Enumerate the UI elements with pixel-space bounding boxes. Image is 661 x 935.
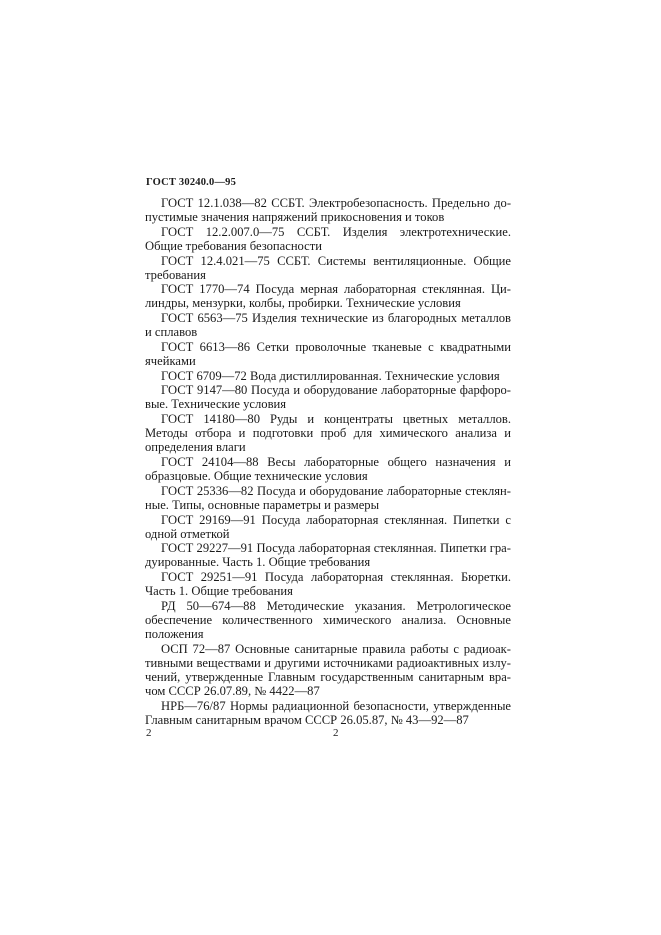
reference-code: ГОСТ 9147—80 xyxy=(161,383,248,398)
reference-code: ГОСТ 1770—74 xyxy=(161,282,250,297)
page-number-center: 2 xyxy=(333,727,339,739)
reference-code: ГОСТ 12.4.021—75 xyxy=(161,253,270,268)
reference-code: ГОСТ 6709—72 xyxy=(161,368,247,383)
normative-references-list xyxy=(145,196,511,728)
reference-title: Посуда лабораторная стеклянная. Пипетки с одной отметкой xyxy=(145,512,511,541)
reference-code: ГОСТ 12.1.038—82 xyxy=(161,196,267,210)
reference-code: ГОСТ 25336—82 xyxy=(161,483,254,498)
reference-code: ГОСТ 12.2.007.0—75 xyxy=(161,224,285,239)
reference-item xyxy=(145,412,511,454)
reference-item xyxy=(145,642,511,698)
reference-code: ГОСТ 29227—91 xyxy=(161,541,254,556)
reference-item xyxy=(145,340,511,368)
reference-code: ГОСТ 6613—86 xyxy=(161,339,251,354)
page-number-left: 2 xyxy=(146,727,152,739)
reference-title: ССБТ. Электробезопасность. Предельно допустимые значения напряжений прикосновения и токов xyxy=(145,196,512,225)
reference-item xyxy=(145,196,511,224)
reference-code: ГОСТ 6563—75 xyxy=(161,311,248,326)
reference-item xyxy=(145,570,511,598)
reference-title: Посуда лабораторная стеклянная. Пипетки градуированные. Часть 1. Общие требования xyxy=(145,541,511,570)
reference-code: ГОСТ 24104—88 xyxy=(161,455,259,470)
reference-item xyxy=(145,513,511,541)
reference-title: ССБТ. Изделия электротехнические. Общие требования безопасности xyxy=(145,224,511,253)
reference-code: РД 50—674—88 xyxy=(161,598,256,613)
reference-title: Весы лабораторные общего назначения и образцовые. Общие технические условия xyxy=(145,455,511,484)
reference-title: Посуда мерная лабораторная стеклянная. Цилиндры, мензурки, колбы, пробирки. Технические условия xyxy=(145,282,511,311)
reference-item xyxy=(145,484,511,512)
reference-item xyxy=(145,699,511,727)
reference-title: Посуда лабораторная стеклянная. Бюретки. Часть 1. Общие требования xyxy=(145,570,511,599)
reference-title: Посуда и оборудование лабораторные стеклянные. Типы, основные параметры и размеры xyxy=(145,483,511,512)
reference-item xyxy=(145,455,511,483)
reference-item xyxy=(145,383,511,411)
reference-item xyxy=(145,282,511,310)
reference-item xyxy=(145,254,511,282)
reference-title: Вода дистиллированная. Технические условия xyxy=(250,368,500,383)
reference-item xyxy=(145,369,511,383)
reference-title: Нормы радиационной безопасности, утвержденные Главным санитарным врачом СССР 26.05.87, № 43—92—87 xyxy=(145,698,511,727)
reference-code: ГОСТ 29169—91 xyxy=(161,512,256,527)
reference-code: ОСП 72—87 xyxy=(161,641,231,656)
reference-code: ГОСТ 29251—91 xyxy=(161,570,258,585)
running-head: ГОСТ 30240.0—95 xyxy=(146,177,237,188)
reference-item xyxy=(145,311,511,339)
reference-title: Сетки проволочные тканевые с квадратными ячейками xyxy=(145,339,511,368)
reference-title: Изделия технические из благородных металлов и сплавов xyxy=(145,311,511,340)
reference-title: Основные санитарные правила работы с радиоактивными веществами и другими источниками радиоактивных излучений, утвержденные Главным государственным санитарным врачом СССР 26.07.89, № 4422—87 xyxy=(145,641,511,699)
reference-title: Методические указания. Метрологическое обеспечение количественного химического анализа. Основные положения xyxy=(145,598,512,642)
reference-title: Посуда и оборудование лабораторные фарфоровые. Технические условия xyxy=(145,383,511,412)
reference-code: ГОСТ 14180—80 xyxy=(161,412,260,427)
reference-code: НРБ—76/87 xyxy=(161,698,226,713)
reference-item xyxy=(145,599,511,641)
reference-item xyxy=(145,225,511,253)
reference-title: ССБТ. Системы вентиляционные. Общие требования xyxy=(145,253,512,282)
reference-item xyxy=(145,541,511,569)
reference-title: Руды и концентраты цветных металлов. Методы отбора и подготовки проб для химического анализа и определения влаги xyxy=(145,412,512,455)
